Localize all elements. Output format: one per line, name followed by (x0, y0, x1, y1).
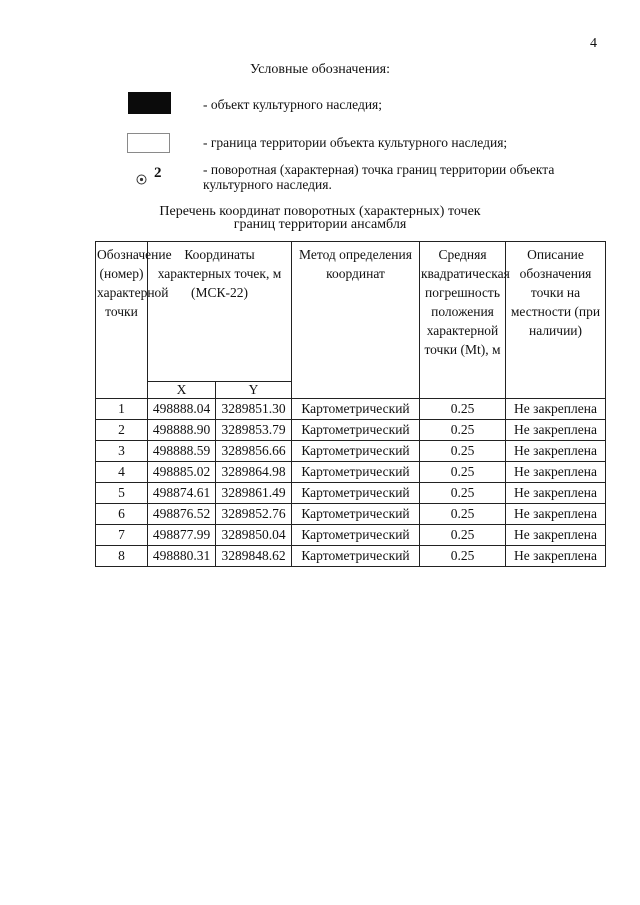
y-coordinate-cell: 3289848.62 (216, 546, 292, 567)
mean-error-cell: 0.25 (420, 525, 506, 546)
point-number-cell: 6 (96, 504, 148, 525)
table-row (96, 462, 606, 483)
coordinates-table (95, 241, 606, 567)
x-coordinate-cell: 498888.90 (148, 420, 216, 441)
description-cell: Не закреплена (506, 399, 606, 420)
table-caption-line2: границ территории ансамбля (233, 217, 407, 232)
table-row (96, 441, 606, 462)
method-cell: Картометрический (292, 483, 420, 504)
legend-item-territory-boundary: - граница территории объекта культурного наследия; (203, 135, 508, 150)
mean-error-cell: 0.25 (420, 441, 506, 462)
turning-point-number: 2 (154, 165, 162, 181)
x-coordinate-cell: 498880.31 (148, 546, 216, 567)
x-coordinate-cell: 498877.99 (148, 525, 216, 546)
header-y: Y (216, 382, 292, 399)
x-coordinate-cell: 498888.59 (148, 441, 216, 462)
method-cell: Картометрический (292, 525, 420, 546)
point-number-cell: 4 (96, 462, 148, 483)
y-coordinate-cell: 3289856.66 (216, 441, 292, 462)
point-number-cell: 7 (96, 525, 148, 546)
coordinates-table-body (96, 399, 606, 567)
mean-error-cell: 0.25 (420, 483, 506, 504)
point-number-cell: 2 (96, 420, 148, 441)
description-cell: Не закреплена (506, 483, 606, 504)
header-x: X (148, 382, 216, 399)
table-row (96, 504, 606, 525)
mean-error-cell: 0.25 (420, 462, 506, 483)
table-row (96, 483, 606, 504)
y-coordinate-cell: 3289864.98 (216, 462, 292, 483)
mean-error-cell: 0.25 (420, 399, 506, 420)
mean-error-cell: 0.25 (420, 420, 506, 441)
y-coordinate-cell: 3289861.49 (216, 483, 292, 504)
description-cell: Не закреплена (506, 420, 606, 441)
method-cell: Картометрический (292, 399, 420, 420)
y-coordinate-cell: 3289851.30 (216, 399, 292, 420)
point-number-cell: 8 (96, 546, 148, 567)
header-method: Метод определения координат (292, 242, 420, 399)
page-number: 4 (590, 36, 597, 51)
description-cell: Не закреплена (506, 546, 606, 567)
description-cell: Не закреплена (506, 504, 606, 525)
method-cell: Картометрический (292, 546, 420, 567)
y-coordinate-cell: 3289852.76 (216, 504, 292, 525)
y-coordinate-cell: 3289850.04 (216, 525, 292, 546)
turning-point-icon (136, 174, 147, 185)
table-row (96, 546, 606, 567)
table-caption-line1: Перечень координат поворотных (характерных) точек (159, 204, 481, 219)
method-cell: Картометрический (292, 441, 420, 462)
header-coordinates: Координаты характерных точек, м (МСК-22) (148, 242, 292, 382)
table-caption (0, 205, 640, 231)
header-point-designation: Обозначение (номер) характерной точки (96, 242, 148, 399)
method-cell: Картометрический (292, 420, 420, 441)
legend-item-heritage-object: - объект культурного наследия; (203, 97, 383, 112)
point-number-cell: 5 (96, 483, 148, 504)
x-coordinate-cell: 498885.02 (148, 462, 216, 483)
mean-error-cell: 0.25 (420, 546, 506, 567)
table-row (96, 525, 606, 546)
legend-heading: Условные обозначения: (249, 62, 391, 77)
description-cell: Не закреплена (506, 462, 606, 483)
table-row (96, 420, 606, 441)
territory-boundary-swatch (127, 133, 170, 153)
method-cell: Картометрический (292, 462, 420, 483)
description-cell: Не закреплена (506, 441, 606, 462)
description-cell: Не закреплена (506, 525, 606, 546)
header-description: Описание обозначения точки на местности (при наличии) (506, 242, 606, 399)
method-cell: Картометрический (292, 504, 420, 525)
x-coordinate-cell: 498874.61 (148, 483, 216, 504)
heritage-object-swatch (128, 92, 171, 114)
y-coordinate-cell: 3289853.79 (216, 420, 292, 441)
point-number-cell: 3 (96, 441, 148, 462)
mean-error-cell: 0.25 (420, 504, 506, 525)
legend-item-turning-point: - поворотная (характерная) точка границ территории объекта культурного наследия. (203, 162, 555, 192)
x-coordinate-cell: 498876.52 (148, 504, 216, 525)
x-coordinate-cell: 498888.04 (148, 399, 216, 420)
table-row (96, 399, 606, 420)
header-mean-error: Средняя квадратическая погрешность положения характерной точки (Mt), м (420, 242, 506, 399)
point-number-cell: 1 (96, 399, 148, 420)
